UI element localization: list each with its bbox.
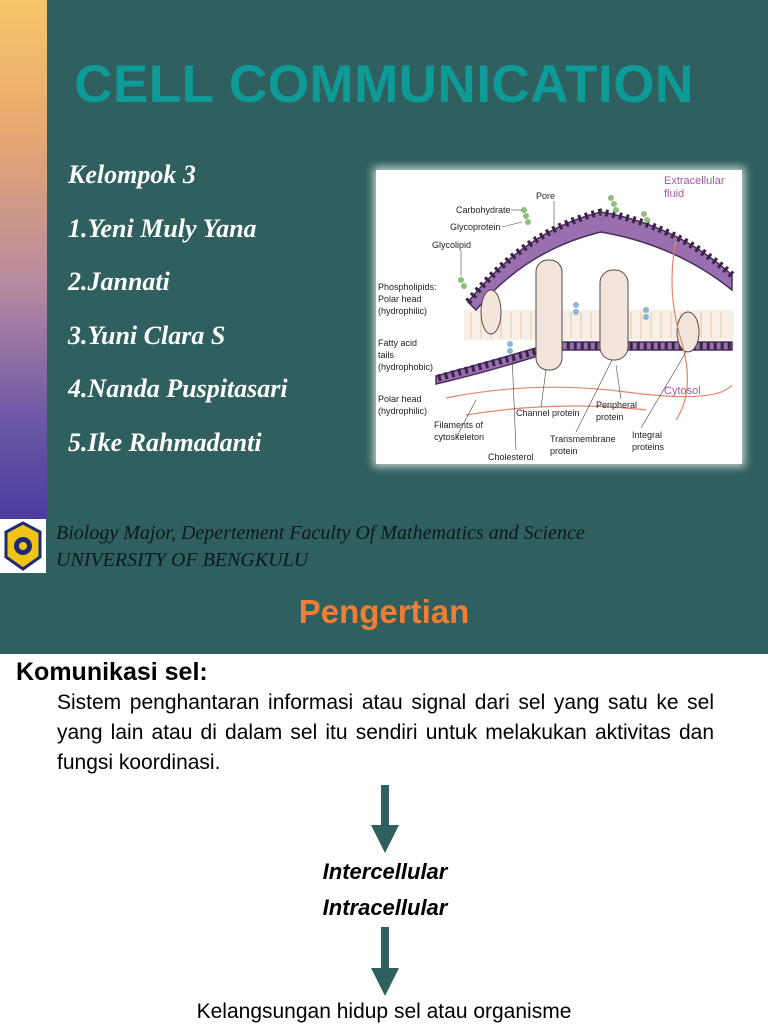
down-arrow-icon <box>370 927 400 996</box>
member-item: 3.Yuni Clara S <box>68 320 226 350</box>
definition-term: Komunikasi sel: <box>16 658 208 686</box>
affiliation <box>56 519 585 574</box>
label-glycolipid: Glycolipid <box>432 240 472 250</box>
label-cholesterol: Cholesterol <box>488 452 534 462</box>
membrane-illustration <box>376 170 742 464</box>
affiliation-faculty: Biology Major, Depertement Faculty Of Mathematics and Science <box>56 522 585 544</box>
label-integral-proteins: Integral <box>632 430 663 440</box>
integral-protein-left <box>481 290 501 334</box>
definition-text: Sistem penghantaran informasi atau signal dari sel yang satu ke sel yang lain atau di dalam sel itu sendiri untuk melakukan aktivitas dan fungsi koordinasi. <box>57 691 714 774</box>
label-transmembrane: Transmembrane <box>550 434 616 444</box>
affiliation-university: UNIVERSITY OF BENGKULU <box>56 549 309 571</box>
label-phospholipids-hydrophilic: (hydrophilic) <box>378 306 428 316</box>
group-member-list <box>68 156 288 477</box>
group-name: Kelompok 3 <box>68 160 196 189</box>
transmembrane-protein <box>600 270 628 360</box>
member-item: 1.Yeni Muly Yana <box>68 213 257 243</box>
member-item: 2.Jannati <box>68 267 170 296</box>
section-title: Pengertian <box>298 593 470 630</box>
label-cytoskeleton: cytoskeleton <box>434 432 485 442</box>
label-filaments: Filaments of <box>434 420 484 430</box>
label-pore: Pore <box>536 191 556 201</box>
label-transmembrane-protein: protein <box>550 446 578 456</box>
label-fatty-acid: Fatty acid <box>378 338 418 348</box>
label-extracellular-fluid-1: Extracellular <box>664 175 725 187</box>
communication-types <box>300 854 470 926</box>
down-arrow-icon <box>370 785 400 853</box>
label-phospholipids: Phospholipids: <box>378 282 437 292</box>
label-polar-head-hydrophilic: (hydrophilic) <box>378 406 428 416</box>
label-peripheral-protein: Peripheral <box>596 400 638 410</box>
type-intercellular: Intercellular <box>322 859 448 884</box>
label-fatty-acid-tails: tails <box>378 350 395 360</box>
label-peripheral-protein-2: protein <box>596 412 624 422</box>
label-polar-head: Polar head <box>378 394 422 404</box>
definition-slide <box>0 576 768 1024</box>
slide-title: CELL COMMUNICATION <box>74 55 694 114</box>
label-channel-protein: Channel protein <box>516 408 580 418</box>
member-item: 4.Nanda Puspitasari <box>68 374 288 403</box>
label-phospholipids-polar: Polar head <box>378 294 422 304</box>
label-extracellular-fluid-2: fluid <box>664 188 685 200</box>
label-integral-proteins-2: proteins <box>632 442 665 452</box>
label-glycoprotein: Glycoprotein <box>450 222 501 232</box>
integral-protein-right <box>677 312 699 352</box>
label-fatty-acid-hydrophobic: (hydrophobic) <box>378 362 434 372</box>
channel-protein <box>536 260 562 370</box>
type-intracellular: Intracellular <box>322 895 448 920</box>
member-item: 5.Ike Rahmadanti <box>68 427 262 457</box>
university-logo <box>0 519 46 573</box>
cell-membrane-diagram <box>376 170 742 464</box>
outcome-text: Kelangsungan hidup sel atau organisme <box>196 1000 572 1023</box>
label-cytosol: Cytosol <box>664 385 701 397</box>
label-carbohydrate: Carbohydrate <box>456 205 511 215</box>
